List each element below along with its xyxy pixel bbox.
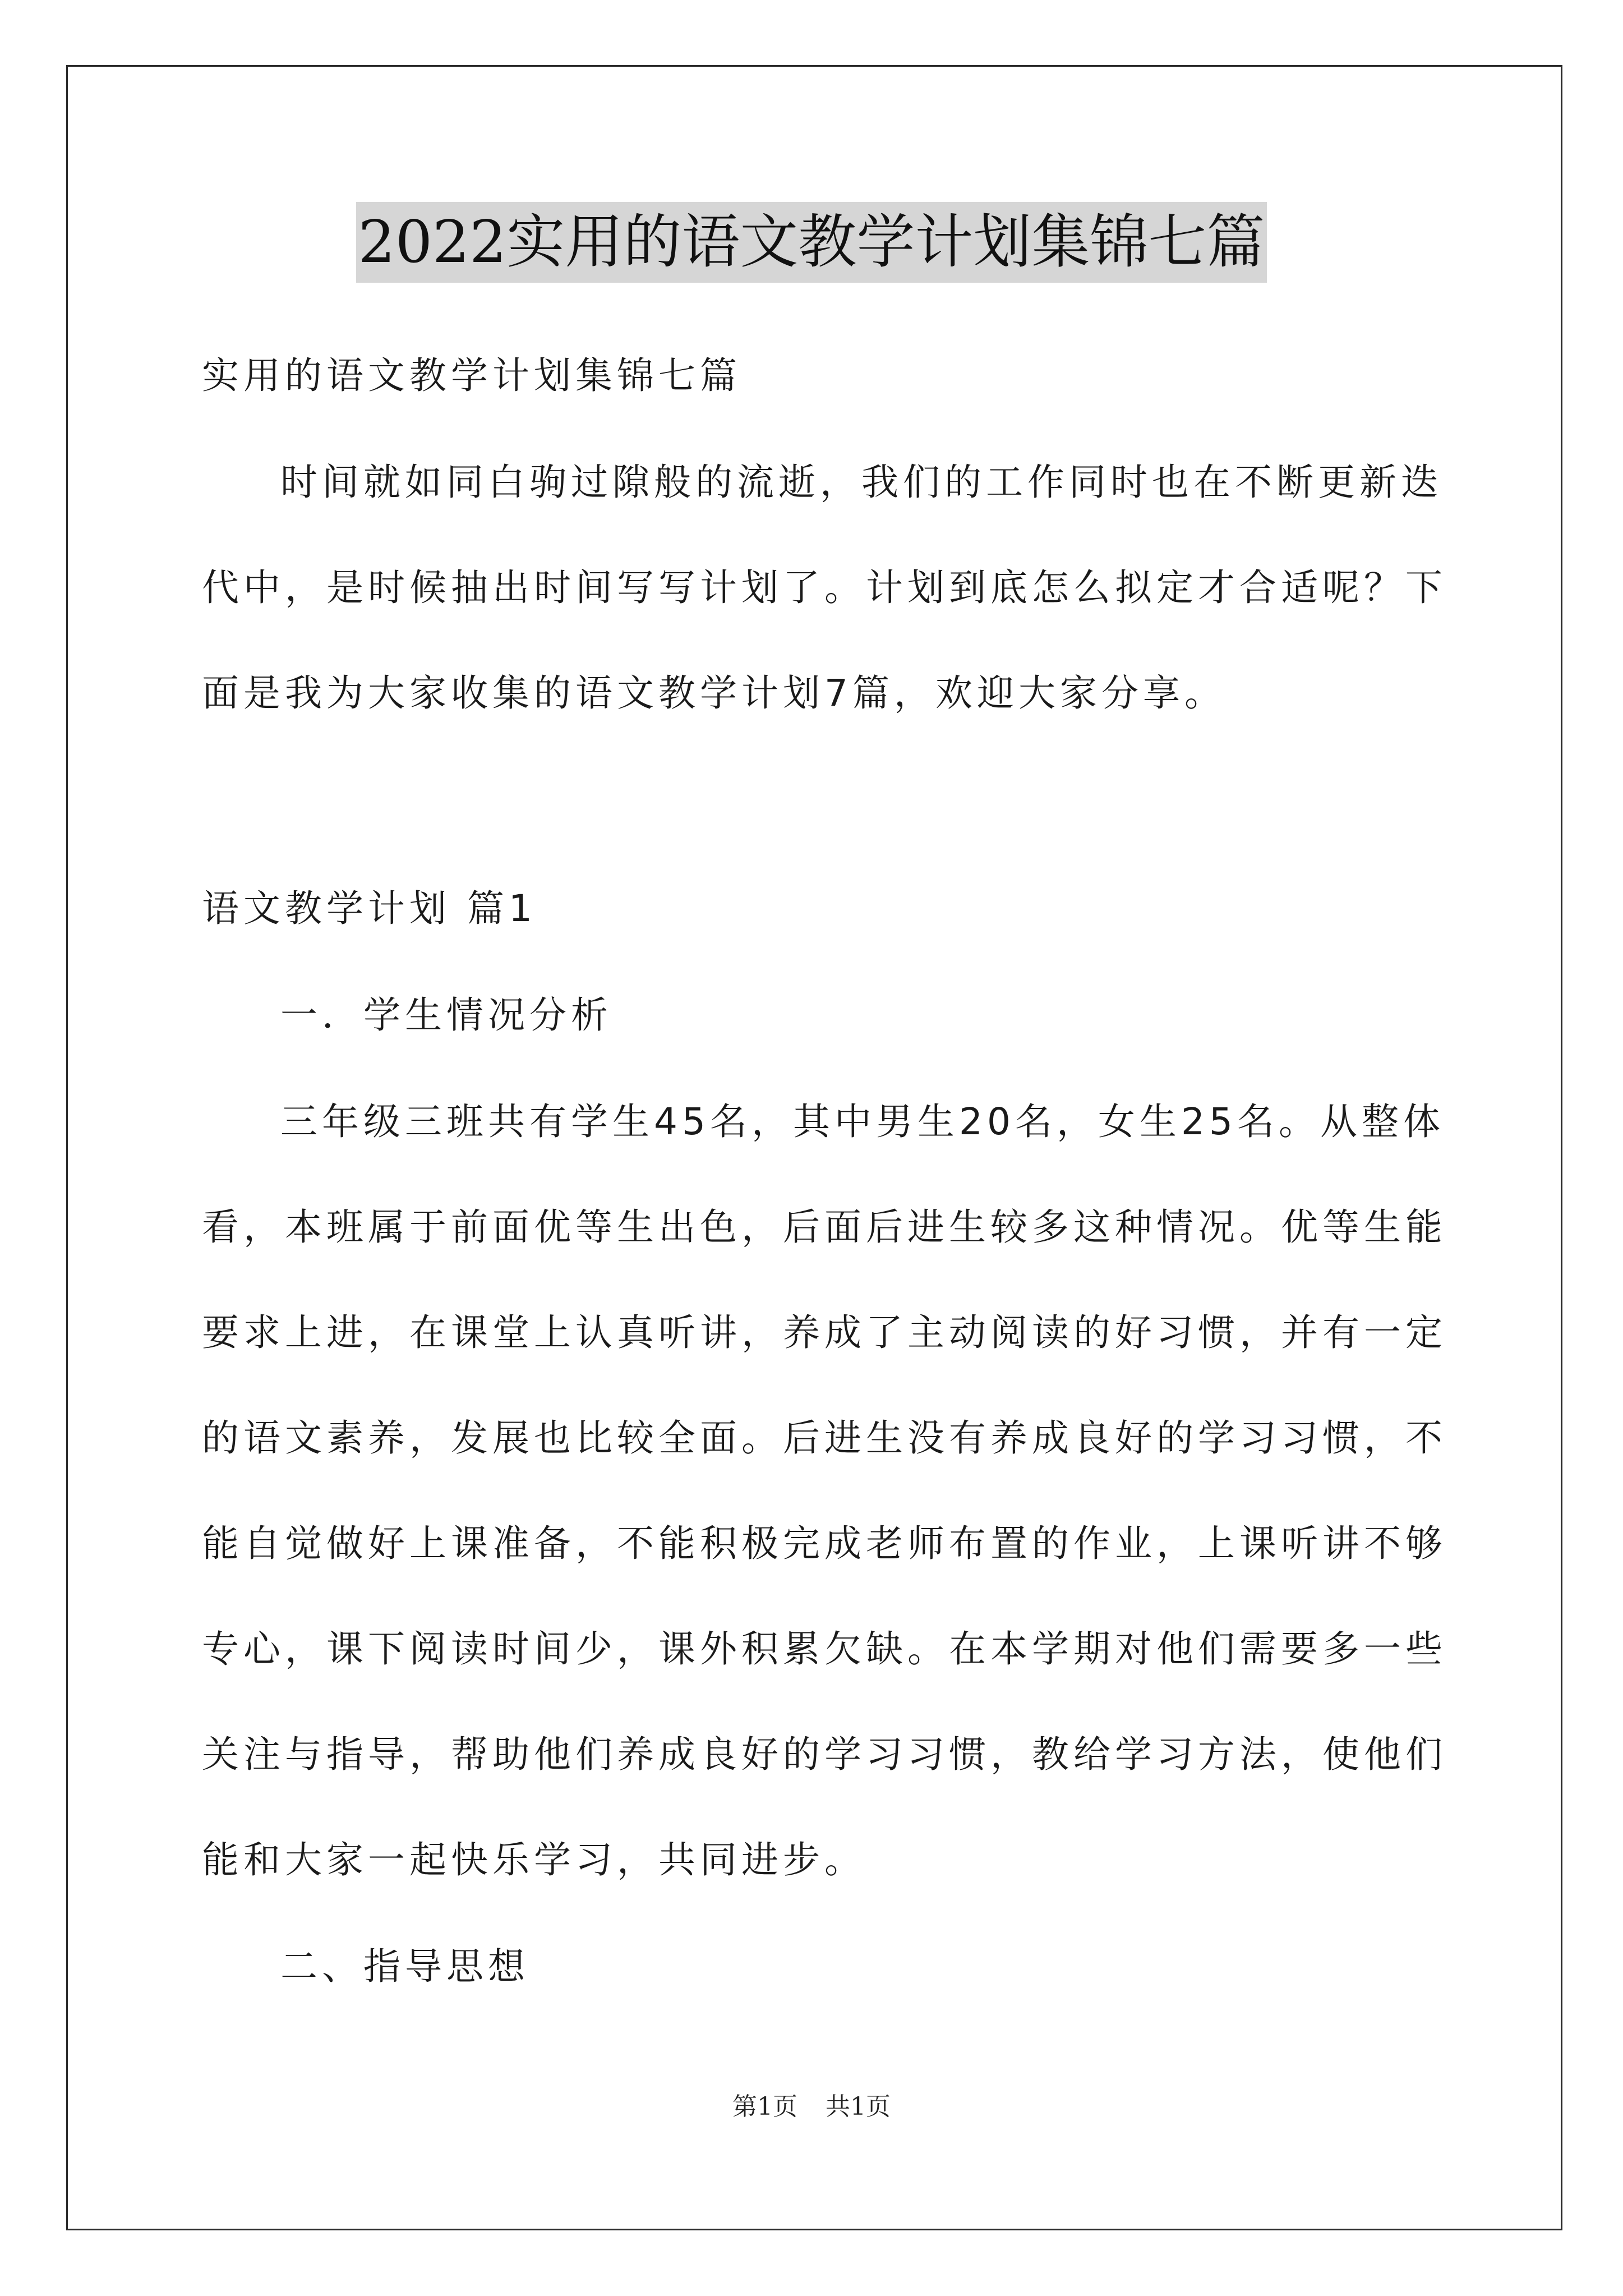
subsection-heading-1: 一．学生情况分析 <box>280 993 612 1037</box>
body-line-1: 三年级三班共有学生45名，其中男生20名，女生25名。从整体 <box>280 1100 1445 1143</box>
body-line-5: 能自觉做好上课准备，不能积极完成老师布置的作业，上课听讲不够 <box>202 1522 1447 1565</box>
title-container <box>0 202 1623 283</box>
body-line-4: 的语文素养，发展也比较全面。后进生没有养成良好的学习习惯，不 <box>202 1416 1447 1460</box>
intro-line-2: 代中，是时候抽出时间写写计划了。计划到底怎么拟定才合适呢？下 <box>202 566 1447 609</box>
body-line-6: 专心，课下阅读时间少，课外积累欠缺。在本学期对他们需要多一些 <box>202 1627 1447 1671</box>
page-footer <box>0 2091 1623 2123</box>
intro-line-1: 时间就如同白驹过隙般的流逝，我们的工作同时也在不断更新迭 <box>280 461 1442 504</box>
subtitle-line: 实用的语文教学计划集锦七篇 <box>202 354 741 397</box>
section-heading: 语文教学计划 篇1 <box>202 887 537 930</box>
subsection-heading-2: 二、指导思想 <box>280 1945 529 1988</box>
page-total: 共1页 <box>826 2092 891 2121</box>
page-number: 第1页 <box>732 2092 797 2121</box>
intro-line-3: 面是我为大家收集的语文教学计划7篇，欢迎大家分享。 <box>202 671 1226 715</box>
body-line-7: 关注与指导，帮助他们养成良好的学习习惯，教给学习方法，使他们 <box>202 1733 1447 1776</box>
document-title: 2022实用的语文教学计划集锦七篇 <box>356 202 1267 283</box>
body-line-2: 看，本班属于前面优等生出色，后面后进生较多这种情况。优等生能 <box>202 1205 1447 1249</box>
body-line-3: 要求上进，在课堂上认真听讲，养成了主动阅读的好习惯，并有一定 <box>202 1311 1447 1354</box>
body-line-8: 能和大家一起快乐学习，共同进步。 <box>202 1838 866 1881</box>
